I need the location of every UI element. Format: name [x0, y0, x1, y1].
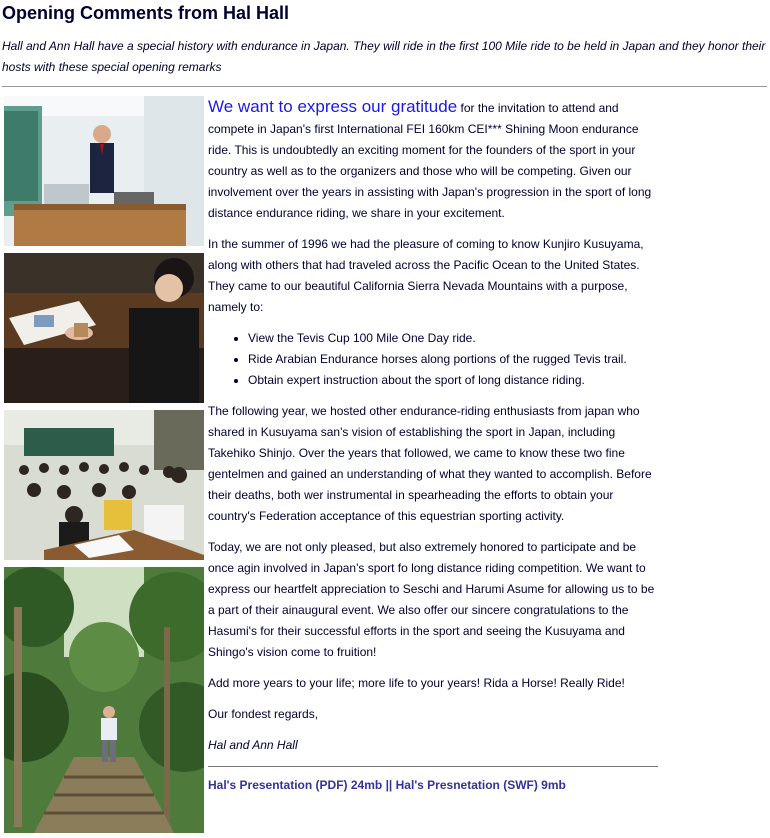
list-item: • Ride Arabian Endurance horses along portions of the rugged Tevis trail. — [248, 349, 658, 370]
page-title: Opening Comments from Hal Hall — [2, 3, 290, 23]
lead-phrase: We want to express our gratitude — [208, 97, 458, 116]
bottom-divider — [208, 766, 658, 767]
pdf-presentation-link[interactable]: Hal's Presentation (PDF) 24mb — [208, 778, 383, 792]
audience-member-photo — [4, 253, 204, 403]
closing-text: Our fondest regards, — [208, 707, 319, 721]
paragraph-motto: Add more years to your life; more life to your years! Rida a Horse! Really Ride! — [208, 676, 625, 690]
paragraph-1996-visit: In the summer of 1996 we had the pleasure of coming to know Kunjiro Kusuyama, along with others that had traveled across the Pacific Ocean to the United States. They came to our beautiful California Sierra Nevada Mountains with a purpose, namely to: — [208, 237, 644, 314]
presentation-links — [208, 775, 658, 796]
intro-text: Hall and Ann Hall have a special history with endurance in Japan. They will ride in the first 100 Mile ride to be held in Japan and they honor their hosts with these special opening remarks — [2, 39, 766, 74]
speaker-photo — [4, 96, 204, 246]
visit-purpose-list — [208, 328, 658, 391]
list-item: • View the Tevis Cup 100 Mile One Day ride. — [248, 328, 658, 349]
link-separator: || — [385, 778, 393, 792]
seminar-room-photo — [4, 410, 204, 560]
list-item: • Obtain expert instruction about the sport of long distance riding. — [248, 370, 658, 391]
letter-body — [208, 96, 658, 796]
paragraph-1-text: for the invitation to attend and compete in Japan's first International FEI 160km CEI*** Shining Moon endurance ride. This is undoubtedly an exciting moment for the founders of the sport in your country as well as to the organizers and those who will be competing. Given our involvement over the years in assisting with Japan's progression in the sport of long distance endurance riding, we share in your excitement. — [208, 101, 652, 220]
paragraph-gratitude — [208, 96, 658, 224]
paragraph-following-year: The following year, we hosted other endurance-riding enthusiasts from japan who shared in Kusuyama san's vision of establishing the sport in Japan, including Takehiko Shinjo. Over the years that followed, we came to know these two fine gentelmen and gained an understanding of what they wanted to accomplish. Before their deaths, both wer instrumental in spearheading the efforts to obtain your country's Federation acceptance of this equestrian sporting activity. — [208, 404, 652, 523]
paragraph-today: Today, we are not only pleased, but also extremely honored to participate and be once agin involved in Japan's sport fo long distance riding competition. We want to express our heartfelt appreciation to Seschi and Harumi Asume for allowing us to be a part of their ainaugural event. We also offer our sincere congratulations to the Hasumi's for their successful efforts in the sport and seeing the Kusuyama and Shingo's vision come to fruition! — [208, 540, 655, 659]
top-divider — [2, 86, 767, 87]
forest-trail-photo — [4, 567, 204, 833]
swf-presentation-link[interactable]: Hal's Presnetation (SWF) 9mb — [395, 778, 566, 792]
signature: Hal and Ann Hall — [208, 738, 298, 752]
